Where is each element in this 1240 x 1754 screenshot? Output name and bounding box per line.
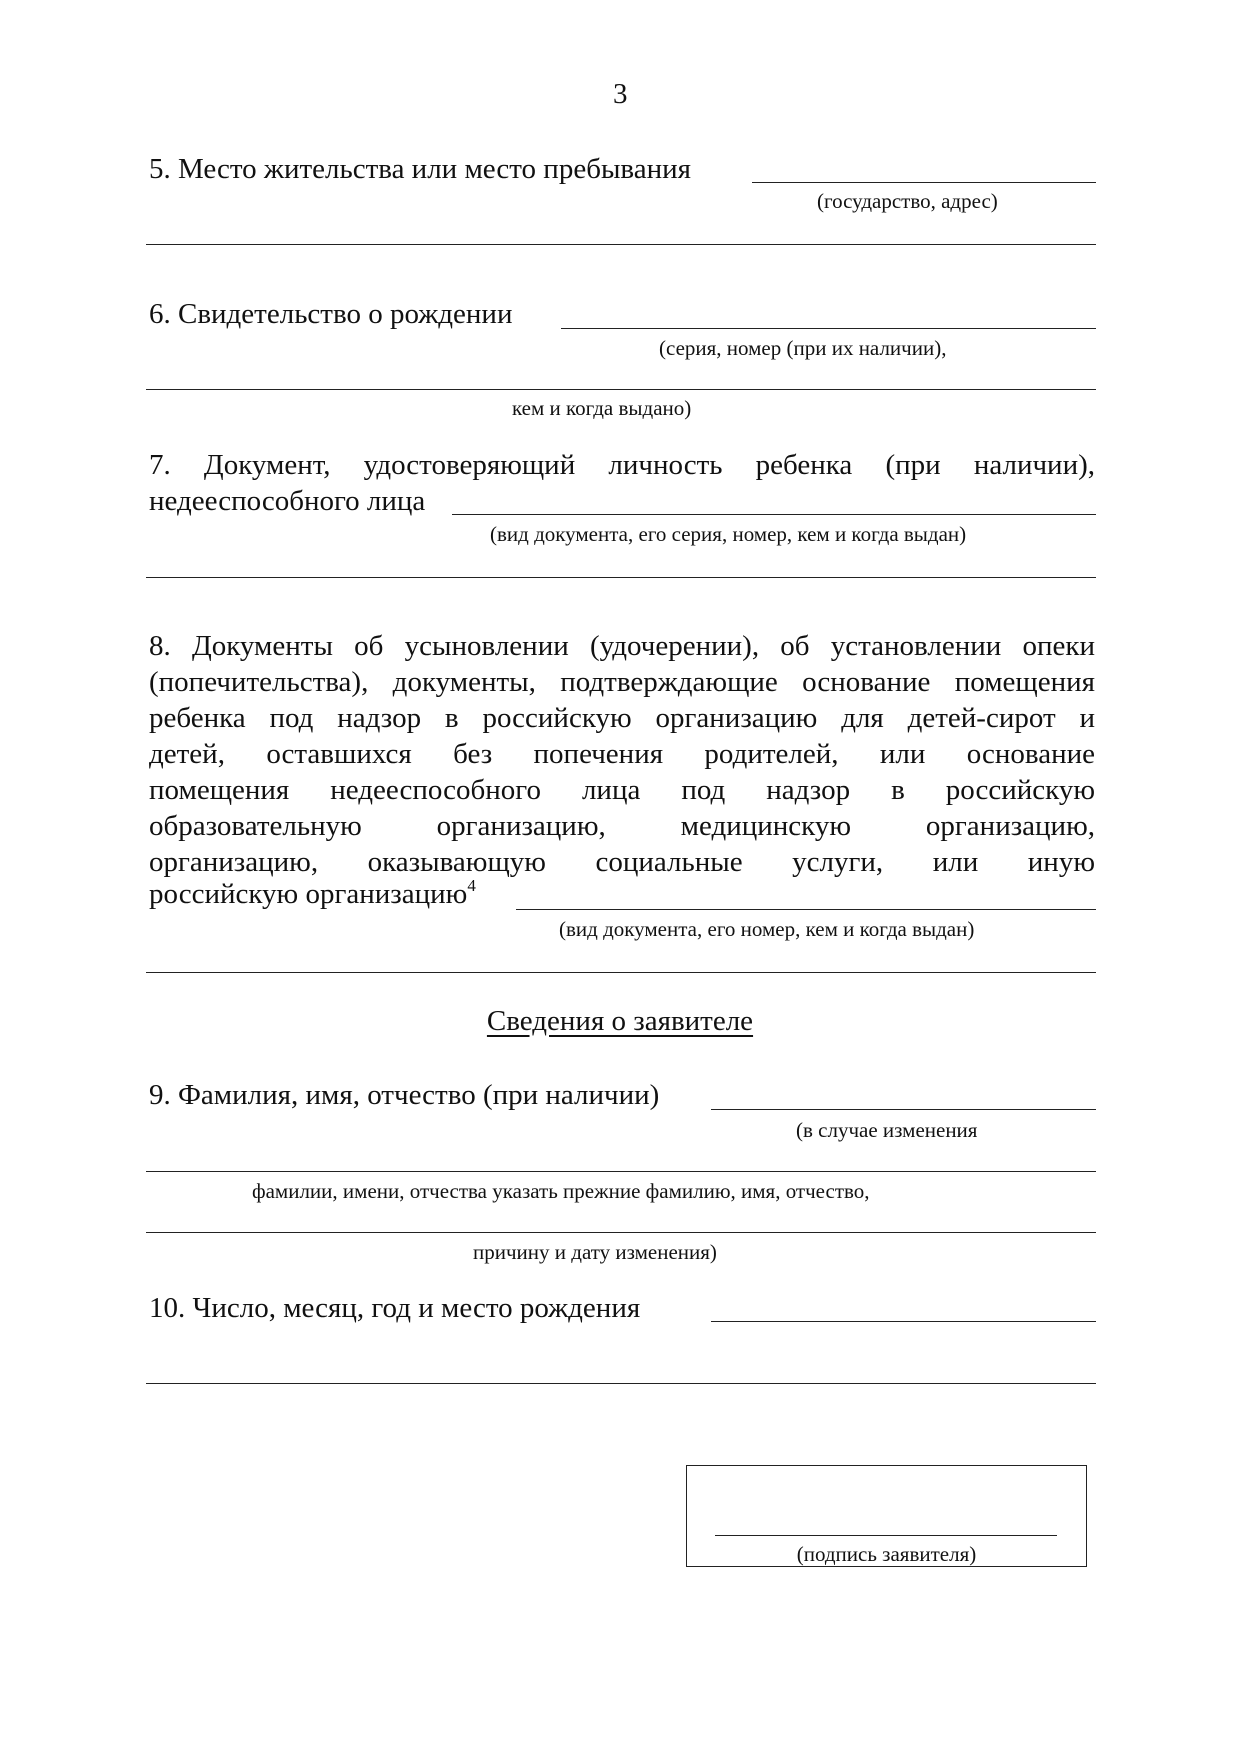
signature-field-line[interactable] [715, 1535, 1057, 1536]
item9-field-line[interactable] [711, 1109, 1096, 1110]
item8-hint: (вид документа, его номер, кем и когда выдан) [559, 917, 975, 941]
item9-field-line-3[interactable] [146, 1232, 1096, 1233]
item8-line-2: (попечительства), документы, подтверждающие основание помещения [149, 666, 1095, 698]
item9-hint-2: фамилии, имени, отчества указать прежние фамилию, имя, отчество, [252, 1179, 870, 1203]
item5-hint: (государство, адрес) [817, 189, 998, 213]
item8-field-line[interactable] [516, 909, 1096, 910]
item7-field-line[interactable] [452, 514, 1096, 515]
item8-last-line-text: российскую организацию [149, 878, 468, 910]
item7-line-1: 7. Документ, удостоверяющий личность ребенка (при наличии), [149, 449, 1095, 481]
item8-field-line-2[interactable] [146, 972, 1096, 973]
section-heading [0, 1007, 1240, 1036]
item10-field-line-2[interactable] [146, 1383, 1096, 1384]
item6-hint-2: кем и когда выдано) [512, 396, 692, 420]
item8-line-7: организацию, оказывающую социальные услуги, или иную [149, 846, 1095, 878]
item9-field-line-2[interactable] [146, 1171, 1096, 1172]
item5-field-line[interactable] [752, 182, 1096, 183]
item8-footnote-mark: 4 [467, 876, 476, 895]
signature-hint: (подпись заявителя) [796, 1542, 977, 1566]
item6-label: 6. Свидетельство о рождении [149, 298, 513, 330]
item8-line-6: образовательную организацию, медицинскую организацию, [149, 810, 1095, 842]
item6-field-line[interactable] [561, 328, 1096, 329]
item5-label: 5. Место жительства или место пребывания [149, 153, 691, 185]
item7-field-line-2[interactable] [146, 577, 1096, 578]
item8-line-1: 8. Документы об усыновлении (удочерении), об установлении опеки [149, 630, 1095, 662]
item8-line-4: детей, оставшихся без попечения родителей, или основание [149, 738, 1095, 770]
item6-hint-1: (серия, номер (при их наличии), [659, 336, 947, 360]
item7-hint: (вид документа, его серия, номер, кем и когда выдан) [490, 522, 967, 546]
section-heading-text: Сведения о заявителе [486, 1005, 754, 1037]
item8-line-5: помещения недееспособного лица под надзор в российскую [149, 774, 1095, 806]
item5-field-line-2[interactable] [146, 244, 1096, 245]
item6-field-line-2[interactable] [146, 389, 1096, 390]
page-number: 3 [613, 78, 628, 110]
item7-line-2: недееспособного лица [149, 485, 426, 517]
item10-field-line[interactable] [711, 1321, 1096, 1322]
item8-line-3: ребенка под надзор в российскую организацию для детей-сирот и [149, 702, 1095, 734]
item9-label: 9. Фамилия, имя, отчество (при наличии) [149, 1079, 660, 1111]
item9-hint-1: (в случае изменения [796, 1118, 978, 1142]
item8-last-line [149, 876, 476, 910]
item9-hint-3: причину и дату изменения) [473, 1240, 717, 1264]
item10-label: 10. Число, месяц, год и место рождения [149, 1292, 641, 1324]
